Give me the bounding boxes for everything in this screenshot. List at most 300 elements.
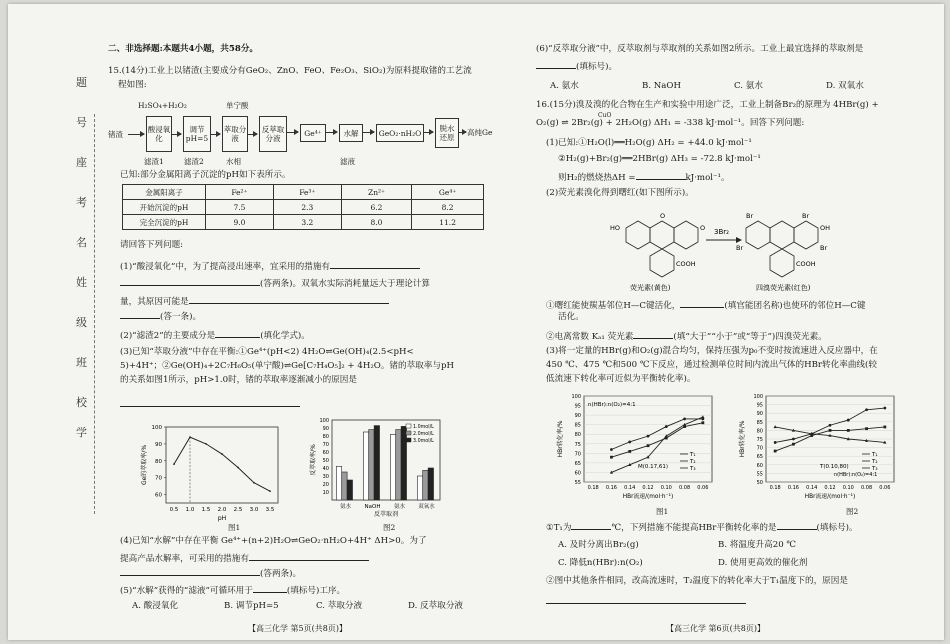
q15-3-blank [120, 397, 300, 411]
fig-r2-caption: 图2 [846, 507, 859, 516]
data-point [865, 427, 868, 430]
bar [369, 430, 374, 500]
extraction-ph-chart [138, 419, 288, 529]
x-tick-label: 0.16 [787, 485, 799, 491]
y-tick-label: 65 [574, 460, 581, 467]
group-label: OH [820, 224, 831, 232]
back-extraction-bar-chart [308, 414, 448, 529]
q16-2c-text: ②电离常数 Kₐ₁ 荧光素 [546, 332, 634, 342]
q15-1d [120, 309, 201, 323]
q16-3e: ②图中其他条件相同，改高流速时，T₂温度下的转化率大于T₁温度下的，原因是 [546, 576, 848, 586]
y-tick-label: 80 [155, 458, 162, 465]
exam-sheet [8, 4, 944, 640]
y-tick-label: 90 [155, 441, 162, 448]
x-tick-label: 双氧水 [418, 504, 435, 510]
data-point [701, 415, 704, 418]
bar [396, 430, 401, 500]
legend-swatch [406, 424, 411, 428]
data-point [792, 438, 795, 441]
binding-char: 题 [76, 76, 87, 89]
x-tick-label: 氨水 [339, 504, 352, 510]
flow-start: 锗渣 [108, 130, 123, 139]
bar [342, 472, 347, 500]
data-point [628, 450, 631, 453]
data-point [883, 426, 886, 429]
binding-margin [68, 76, 98, 454]
q16-2a-text2: (填官能团名称)也使环的邻位H—C键 [724, 301, 866, 311]
q15-3c: 的关系如图1所示，pH>1.0时，锗的萃取率逐渐减小的原因是 [120, 375, 357, 385]
x-tick-label: 0.06 [879, 485, 891, 491]
q15-5 [120, 583, 345, 597]
q16-3d-text: ①T₁为 [546, 523, 572, 533]
table-row [123, 200, 484, 215]
y-tick-label: 50 [322, 458, 329, 464]
data-point [610, 448, 613, 451]
q16-stem-2: O₂(g) ⇌ 2Br₂(g) + 2H₂O(g) ΔH₁ = -338 kJ·mol⁻¹。回答下列问题: [536, 118, 805, 128]
data-point [792, 443, 795, 446]
answer-blank[interactable] [680, 298, 724, 308]
x-tick-label: 氨水 [393, 504, 406, 510]
data-point [221, 453, 223, 455]
flow-aqueous: 水相 [226, 157, 241, 166]
y-tick-label: 40 [322, 466, 329, 472]
q15-6-options [550, 81, 918, 92]
answer-blank[interactable] [571, 520, 611, 530]
option-c[interactable]: C. 降低n(HBr):n(O₂) [558, 558, 643, 568]
table-cell: 9.0 [206, 215, 274, 230]
q16-3c: 低流速下转化率可近似为平衡转化率)。 [546, 374, 696, 384]
q16-3e-blank [546, 594, 746, 608]
option-d[interactable]: D. 双氧水 [826, 81, 864, 91]
bar [374, 426, 379, 500]
bar [390, 434, 395, 500]
y-tick-label: 60 [322, 450, 329, 456]
reaction-reagent: 3Br₂ [714, 228, 729, 236]
group-label: COOH [676, 260, 696, 268]
flow-reagent-acid: H₂SO₄+H₂O₂ [138, 101, 187, 110]
y-axis-label: Ge的萃取率/% [141, 444, 148, 486]
fluorescein-molecule [626, 221, 698, 277]
q15-2-end: (填化学式)。 [260, 331, 310, 341]
table-cell: Fe²⁺ [206, 185, 274, 200]
x-tick-label: 0.12 [642, 485, 654, 491]
bar [401, 426, 406, 500]
x-tick-label: 3.0 [249, 507, 259, 513]
group-label: Br [736, 244, 744, 252]
flow-arrow [458, 132, 466, 133]
q16-1b: ②H₂(g)+Br₂(g)══2HBr(g) ΔH₃ = -72.8 kJ·mol⁻¹ [558, 154, 761, 164]
data-point [774, 450, 777, 453]
q15-5-options [132, 601, 500, 612]
q15-4b [120, 551, 369, 565]
option-c[interactable]: C. 氨水 [734, 81, 763, 91]
q15-3b: 5)+4H⁺；②Ge(OH)₄+2C₇H₆O₅(单宁酸)⇌Ge[C₇H₄O₅]₂ + 4H₂O。锗的萃取率与pH [120, 361, 454, 371]
known-note: 已知:部分金属阳离子沉淀的pH如下表所示。 [120, 170, 291, 180]
q15-1b [120, 276, 430, 290]
legend-swatch [406, 438, 411, 442]
x-axis-label: pH [217, 515, 227, 522]
binding-char: 号 [76, 116, 87, 129]
y-tick-label: 30 [322, 474, 329, 480]
answer-blank[interactable] [330, 259, 420, 269]
group-label: HO [610, 224, 621, 232]
answer-blank[interactable] [189, 294, 389, 304]
option-a[interactable]: A. 及时分离出Br₂(g) [558, 540, 639, 550]
group-label: COOH [796, 260, 816, 268]
answer-blank[interactable] [120, 276, 260, 286]
legend-label: 1.0mol/L [413, 425, 434, 430]
eosin-label: 四溴荧光素(红色) [756, 284, 811, 292]
option-b[interactable]: B. NaOH [642, 81, 681, 91]
table-row [123, 185, 484, 200]
y-tick-label: 90 [756, 411, 763, 418]
data-point [269, 490, 271, 492]
option-b[interactable]: B. 调节pH=5 [224, 601, 279, 611]
binding-char: 学 [76, 426, 87, 439]
legend-label: T₃ [872, 466, 878, 472]
table-cell: 8.2 [412, 200, 484, 215]
x-tick-label: 0.10 [842, 485, 854, 491]
fig-r1-caption: 图1 [656, 507, 669, 516]
y-tick-label: 70 [322, 442, 329, 448]
x-tick-label: 0.16 [605, 485, 617, 491]
q16-2c-text2: (填“大于”“小于”或“等于”)四溴荧光素。 [673, 332, 827, 342]
answer-prompt: 请回答下列问题: [120, 240, 184, 250]
q15-6a: (6)“反萃取分液”中，反萃取剂与萃取剂的关系如图2所示。工业上最宜选择的萃取剂是 [536, 44, 864, 54]
flow-arrow [171, 134, 181, 135]
q15-2-text: (2)“滤渣2”的主要成分是 [120, 331, 216, 341]
q16-3d [546, 520, 858, 534]
legend-label: T₂ [690, 459, 696, 465]
q16-1a: (1)已知:①H₂O(l)══H₂O(g) ΔH₂ = +44.0 kJ·mol⁻¹ [546, 138, 752, 148]
table-cell: Ge⁴⁺ [412, 185, 484, 200]
group-label: Br [820, 244, 828, 252]
answer-blank[interactable] [546, 594, 746, 604]
legend-label: T₂ [872, 459, 878, 465]
flow-hydrolysis: 水解 [339, 124, 363, 142]
legend-label: 3.0mol/L [413, 439, 434, 444]
x-tick-label: NaOH [364, 504, 381, 510]
data-point [774, 425, 777, 428]
q16-2: (2)荧光素溴化得到曙红(如下图所示)。 [546, 188, 694, 198]
x-tick-label: 0.08 [861, 485, 873, 491]
legend-swatch [406, 431, 411, 435]
binding-line [94, 114, 95, 514]
answer-blank[interactable] [120, 397, 300, 407]
data-point [205, 443, 207, 445]
data-point [173, 463, 175, 465]
x-tick-label: 0.18 [587, 485, 599, 491]
q16-3d-text2: ℃，下列措施不能提高HBr平衡转化率的是 [611, 523, 777, 533]
q16-stem: 16.(15分)溴及溴的化合物在生产和实验中用途广泛，工业上制备Br₂的原理为 4HBr(g) + [536, 100, 879, 110]
flow-adjust-ph: 调节pH=5 [183, 116, 211, 152]
data-point [237, 467, 239, 469]
option-d[interactable]: D. 反萃取分液 [408, 601, 464, 611]
table-row [123, 215, 484, 230]
y-tick-label: 80 [322, 434, 329, 440]
legend-label: T₃ [690, 466, 696, 472]
group-label: O [700, 224, 706, 232]
x-tick-label: 0.5 [169, 507, 179, 513]
answer-blank[interactable] [249, 551, 369, 561]
binding-char: 校 [76, 396, 87, 409]
section-title: 二、非选择题:本题共4小题，共58分。 [108, 44, 259, 54]
bar [347, 480, 352, 500]
flow-ge-ion: Ge⁴⁺ [300, 124, 326, 142]
data-point [883, 407, 886, 410]
data-point [610, 456, 613, 459]
x-axis-label: HBr流速/(mol·h⁻¹) [622, 494, 674, 500]
binding-char: 级 [76, 316, 87, 329]
y-tick-label: 55 [574, 480, 581, 486]
x-tick-label: 0.12 [824, 485, 836, 491]
plot-frame [166, 427, 278, 503]
flow-filtrate: 滤液 [340, 157, 355, 166]
flow-residue1: 滤渣1 [144, 157, 164, 166]
bar [423, 470, 428, 500]
option-d[interactable]: D. 使用更高效的催化剂 [718, 558, 808, 568]
bar [363, 432, 368, 500]
data-point [847, 419, 850, 422]
extraction-line [174, 437, 270, 491]
x-tick-label: 0.10 [660, 485, 672, 491]
y-tick-label: 60 [756, 462, 763, 469]
data-point [829, 429, 832, 432]
answer-blank[interactable] [536, 59, 576, 69]
answer-blank[interactable] [120, 566, 260, 576]
q15-1-text: (1)“酸浸氧化”中，为了提高浸出速率，宜采用的措施有 [120, 262, 331, 272]
q15-1d-text: (答一条)。 [160, 312, 202, 322]
fluorescein-bromination-scheme [596, 200, 846, 294]
bar [428, 468, 433, 500]
q15-1b-text: (答两条)。双氧水实际消耗量远大于理论计算 [260, 279, 430, 289]
y-tick-label: 70 [574, 451, 581, 458]
flow-extraction: 萃取分液 [222, 116, 248, 152]
y-tick-label: 65 [756, 454, 763, 461]
x-tick-label: 0.08 [679, 485, 691, 491]
page-footer-right: 【高三化学 第6页(共8页)】 [666, 624, 765, 633]
table-cell: 开始沉淀的pH [123, 200, 206, 215]
bar [417, 476, 422, 500]
table-cell: 8.0 [341, 215, 411, 230]
data-point [665, 425, 668, 428]
data-point [829, 424, 832, 427]
q15-stem-2: 程如图: [118, 80, 147, 90]
y-tick-label: 60 [155, 492, 162, 499]
flow-arrow [325, 132, 337, 133]
flow-geo2: GeO₂·nH₂O [376, 124, 424, 142]
y-axis-label: 反萃取率/% [310, 444, 317, 476]
data-point [865, 408, 868, 411]
y-tick-label: 80 [574, 432, 581, 439]
fig1-caption: 图1 [228, 523, 241, 532]
flow-acid-leach: 酸浸氧化 [146, 116, 172, 152]
y-tick-label: 75 [756, 437, 763, 443]
y-tick-label: 90 [322, 426, 329, 432]
y-tick-label: 20 [322, 482, 329, 488]
binding-char: 考 [76, 196, 87, 209]
y-tick-label: 50 [756, 480, 763, 486]
y-tick-label: 55 [756, 471, 763, 478]
y-tick-label: 70 [155, 475, 162, 482]
flow-arrow [128, 134, 144, 135]
q16-1c-text: 则H₂的燃烧热ΔH = [558, 173, 636, 183]
y-tick-label: 95 [756, 402, 763, 409]
q15-2 [120, 328, 310, 342]
table-cell: 2.3 [273, 200, 341, 215]
q16-options-row1 [558, 540, 796, 551]
answer-blank[interactable] [215, 328, 260, 338]
q15-4c [120, 566, 301, 580]
option-a[interactable]: A. 酸浸氧化 [132, 601, 179, 611]
table-cell: Fe³⁺ [273, 185, 341, 200]
table-cell: 7.5 [206, 200, 274, 215]
data-point [647, 444, 650, 447]
data-point [683, 418, 686, 421]
right-page [536, 4, 914, 640]
q15-6-end: (填标号)。 [576, 62, 618, 72]
y-tick-label: 75 [574, 441, 581, 448]
point-label: T(0.10,80) [820, 464, 849, 470]
q15-3a: (3)已知“萃取分液”中存在平衡:①Ge⁴⁺(pH<2) 4H₂O⇌Ge(OH)₄(2.5<pH< [120, 347, 414, 357]
q16-2a [546, 298, 865, 312]
binding-char: 班 [76, 356, 87, 369]
q16-2b: 活化。 [558, 312, 584, 322]
hbr-conversion-chart-1 [554, 390, 729, 510]
q15-1c [120, 294, 389, 308]
data-point [647, 435, 650, 438]
q16-1c-unit: kJ·mol⁻¹。 [685, 173, 730, 183]
y-tick-label: 100 [571, 394, 581, 400]
point-label: M(0.17,61) [638, 464, 669, 470]
flow-dehydrate: 脱水还原 [435, 118, 459, 148]
group-label: Br [746, 212, 754, 220]
x-axis-label: HBr流速/(mol·h⁻¹) [804, 494, 856, 500]
option-a[interactable]: A. 氨水 [550, 81, 579, 91]
answer-blank[interactable] [253, 583, 287, 593]
group-label: O [660, 212, 666, 220]
y-tick-label: 100 [319, 418, 329, 424]
answer-blank[interactable] [633, 329, 673, 339]
y-tick-label: 70 [756, 445, 763, 452]
q15-1 [120, 259, 420, 273]
binding-char: 座 [76, 156, 87, 169]
answer-blank[interactable] [636, 170, 686, 180]
y-axis-label: HBr转化率/% [739, 420, 746, 458]
x-tick-label: 2.5 [233, 507, 243, 513]
y-tick-label: 85 [574, 422, 581, 429]
x-tick-label: 3.5 [265, 507, 275, 513]
y-tick-label: 85 [756, 419, 763, 426]
q15-4c-text: (答两条)。 [260, 569, 302, 579]
table-cell: 完全沉淀的pH [123, 215, 206, 230]
data-point [847, 429, 850, 432]
table-cell: 6.2 [341, 200, 411, 215]
table-cell: 金属阳离子 [123, 185, 206, 200]
flow-arrow [362, 132, 374, 133]
x-tick-label: 1.5 [201, 507, 211, 513]
y-tick-label: 95 [574, 403, 581, 410]
reaction-arrow-head [736, 237, 742, 243]
q15-stem: 15.(14分)工业上以锗渣(主要成分有GeO₂、ZnO、FeO、Fe₂O₃、SiO₂)为原料提取锗的工艺流 [108, 66, 472, 76]
flow-arrow [247, 134, 257, 135]
eosin-molecule [746, 221, 818, 277]
x-tick-label: 2.0 [217, 507, 227, 513]
flow-arrow [210, 134, 220, 135]
chart-note: n(HBr):n(O₂)=4:1 [588, 402, 636, 408]
x-tick-label: 0.18 [769, 485, 781, 491]
flow-reagent-tannin: 单宁酸 [226, 101, 249, 110]
data-point [628, 440, 631, 443]
y-tick-label: 60 [574, 470, 581, 477]
flow-residue2: 滤渣2 [184, 157, 204, 166]
table-cell: 11.2 [412, 215, 484, 230]
legend-label: T₁ [690, 452, 696, 458]
option-c[interactable]: C. 萃取分液 [316, 601, 363, 611]
q16-2a-text: ①曙红能使羰基邻位H—C键活化， [546, 301, 681, 311]
data-point [701, 421, 704, 424]
group-label: Br [802, 212, 810, 220]
flow-arrow [286, 132, 298, 133]
y-axis-label: HBr转化率/% [557, 420, 564, 458]
legend-label: T₁ [872, 452, 878, 458]
x-tick-label: 1.0 [185, 507, 195, 513]
y-tick-label: 10 [322, 490, 329, 496]
y-tick-label: 80 [756, 428, 763, 435]
data-point [253, 482, 255, 484]
q16-3d-text3: (填标号)。 [816, 523, 858, 533]
fig2-caption: 图2 [383, 523, 396, 532]
x-axis-label: 反萃取剂 [373, 511, 399, 518]
answer-blank[interactable] [777, 520, 817, 530]
catalyst-label: CuO [598, 112, 612, 119]
q15-4b-text: 提高产品水解率，可采用的措施有 [120, 554, 249, 564]
q15-6b [536, 59, 617, 73]
x-tick-label: 0.06 [697, 485, 709, 491]
page-footer-left: 【高三化学 第5页(共8页)】 [248, 624, 347, 633]
q16-3a: (3)将一定量的HBr(g)和O₂(g)混合均匀，保持压强为p₀不变时按流速进入反应器中，在 [546, 346, 878, 356]
flow-end: 高纯Ge [467, 128, 493, 137]
q15-1c-text: 量，其原因可能是 [120, 297, 189, 307]
ph-table [122, 184, 484, 230]
table-cell: 3.2 [273, 215, 341, 230]
flow-arrow [423, 132, 433, 133]
binding-char: 名 [76, 236, 87, 249]
y-tick-label: 100 [753, 394, 763, 400]
option-b[interactable]: B. 将温度升高20 ℃ [718, 540, 797, 550]
bar [336, 466, 341, 500]
q16-1c [558, 170, 730, 184]
left-page [108, 4, 493, 640]
data-point [774, 441, 777, 444]
fluorescein-label: 荧光素(黄色) [630, 284, 671, 292]
y-tick-label: 90 [574, 413, 581, 420]
table-cell: Zn²⁺ [341, 185, 411, 200]
y-tick-label: 100 [151, 425, 162, 431]
q15-5-text: (5)“水解”获得的“滤液”可循环用于 [120, 586, 253, 596]
chart-note: n(HBr):n(O₂)=4:1 [834, 472, 878, 478]
q16-2c [546, 329, 827, 343]
answer-blank[interactable] [120, 309, 160, 319]
q15-5-end: (填标号)工序。 [286, 586, 346, 596]
q16-3b: 450 ℃、475 ℃和500 ℃下反应，通过检测单位时间内流出气体的HBr转化率曲线(较 [546, 360, 877, 370]
hbr-conversion-chart-2 [736, 390, 911, 510]
x-tick-label: 0.14 [624, 485, 636, 491]
q16-options-row2 [558, 558, 807, 569]
legend-label: 2.0mol/L [413, 432, 434, 437]
binding-char: 姓 [76, 276, 87, 289]
x-tick-label: 0.14 [806, 485, 818, 491]
